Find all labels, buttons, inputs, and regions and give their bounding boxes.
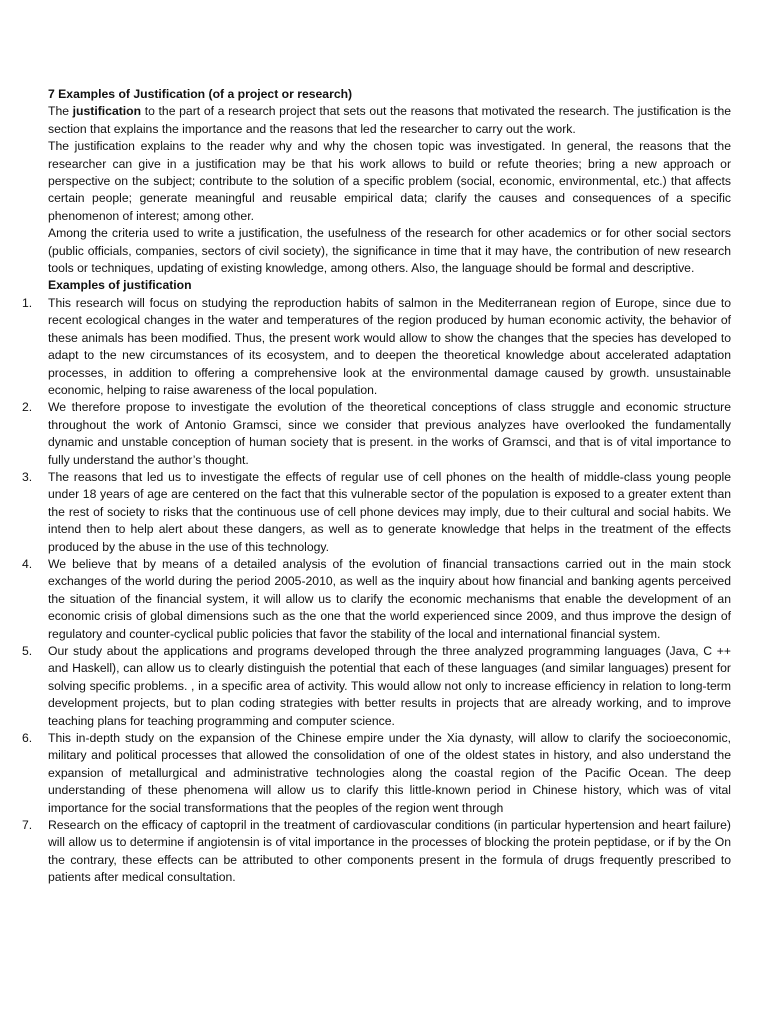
list-item [22, 730, 731, 817]
list-item-text: We therefore propose to investigate the evolution of the theoretical conceptions of class struggle and economic structure throughout the work of Antonio Gramsci, since we consider that previous analyzes have overlooked the fundamentally dynamic and unstable conception of human society that is present. in the works of Gramsci, and that is of vital importance to fully understand the author’s thought. [48, 400, 731, 467]
intro-keyword: justification [72, 104, 142, 119]
list-item-number: 5. [22, 644, 33, 658]
examples-list [22, 295, 731, 887]
list-item [22, 399, 731, 469]
intro-text: to the part of a research project that sets out the reasons that motivated the research. The justification is the section that explains the importance and the reasons that led the researcher to carry out the work. [48, 104, 731, 136]
list-item-text: The reasons that led us to investigate the effects of regular use of cell phones on the health of middle-class young people under 18 years of age are centered on the fact that this vulnerable sector of the population is exposed to a greater extent than the rest of society to risks that the continuous use of cell phone devices may imply, due to their cultural and social habits. We intend then to help alert about these dangers, as well as to generate knowledge that helps in the treatment of the effects produced by the abuse in the use of this technology. [48, 469, 731, 554]
list-item-text: This research will focus on studying the reproduction habits of salmon in the Mediterranean region of Europe, since due to recent ecological changes in the water and temperatures of the region produced by human economic activity, the behavior of these animals has been modified. Thus, the present work would allow to show the changes that the species has developed to adapt to the new circumstances of its ecosystem, and to deepen the theoretical knowledge about accelerated adaptation processes, in addition to offering a comprehensive look at the environmental damage caused by growth. unsustainable economic, helping to raise awareness of the local population. [48, 295, 731, 397]
paragraph: The justification explains to the reader why and why the chosen topic was investigated. In general, the reasons that the researcher can give in a justification may be that his work allows to build or refute theories; bring a new approach or perspective on the subject; contribute to the solution of a specific problem (social, economic, environmental, etc.) that affects certain people; generate meaningful and reusable empirical data; clarify the causes and consequences of a specific phenomenon of interest; among other. [48, 139, 731, 223]
list-item [22, 295, 731, 399]
list-item-text: We believe that by means of a detailed analysis of the evolution of financial transactions carried out in the main stock exchanges of the world during the period 2005-2010, as well as the inquiry about how financial and banking agents perceived the situation of the financial system, it will allow us to clarify the economic mechanisms that enable the development of an economic crisis of global dimensions such as the one that the world experienced since 2009, and thus improve the design of regulatory and counter-cyclical public policies that favor the stability of the local and international financial system. [48, 556, 731, 641]
list-item-number: 3. [22, 469, 33, 484]
paragraph: Among the criteria used to write a justification, the usefulness of the research for other academics or for other social sectors (public officials, companies, sectors of civil society), the significance in time that it may have, the contribution of new research tools or techniques, updating of existing knowledge, among others. Also, the language should be formal and descriptive. [48, 226, 731, 276]
list-item [22, 556, 731, 643]
list-item-text: This in-depth study on the expansion of the Chinese empire under the Xia dynasty, will allow to clarify the socioeconomic, military and political processes that allowed the consolidation of one of the oldest states in history, and also understand the expansion of metallurgical and administrative technologies along the coastal region of the Pacific Ocean. The deep understanding of these phenomena will allow us to clarify this little-known period in Chinese history, which was of vital importance for the social transformations that the peoples of the region went through [48, 731, 731, 815]
list-item-number: 7. [22, 818, 33, 833]
document-body [22, 86, 731, 887]
list-item [22, 817, 731, 887]
document-title: 7 Examples of Justification (of a project or research) [48, 87, 353, 101]
list-item-text: Research on the efficacy of captopril in the treatment of cardiovascular conditions (in particular hypertension and heart failure) will allow us to determine if angiotensin is of vital importance in the processes of blocking the protein peptidase, or if by the On the contrary, these effects can be attributed to other components present in the formula of drugs frequently prescribed to patients after medical consultation. [48, 818, 731, 885]
list-item [22, 469, 731, 556]
intro-prefix: The [48, 104, 73, 119]
list-item-number: 2. [22, 400, 33, 415]
examples-heading: Examples of justification [48, 278, 192, 293]
list-item-number: 6. [22, 731, 33, 746]
intro-paragraph [48, 103, 731, 138]
list-item-number: 1. [22, 295, 33, 310]
list-item [22, 643, 731, 730]
list-item-number: 4. [22, 556, 33, 571]
list-item-text: Our study about the applications and programs developed through the three analyzed programming languages (Java, C ++ and Haskell), can allow us to clearly distinguish the potential that each of these languages (and similar languages) present for solving specific problems. , in a specific area of activity. This would allow not only to increase efficiency in relation to long-term development projects, but to plan coding strategies with better results in projects that are already working, and to improve teaching plans for teaching programming and computer science. [48, 644, 731, 728]
